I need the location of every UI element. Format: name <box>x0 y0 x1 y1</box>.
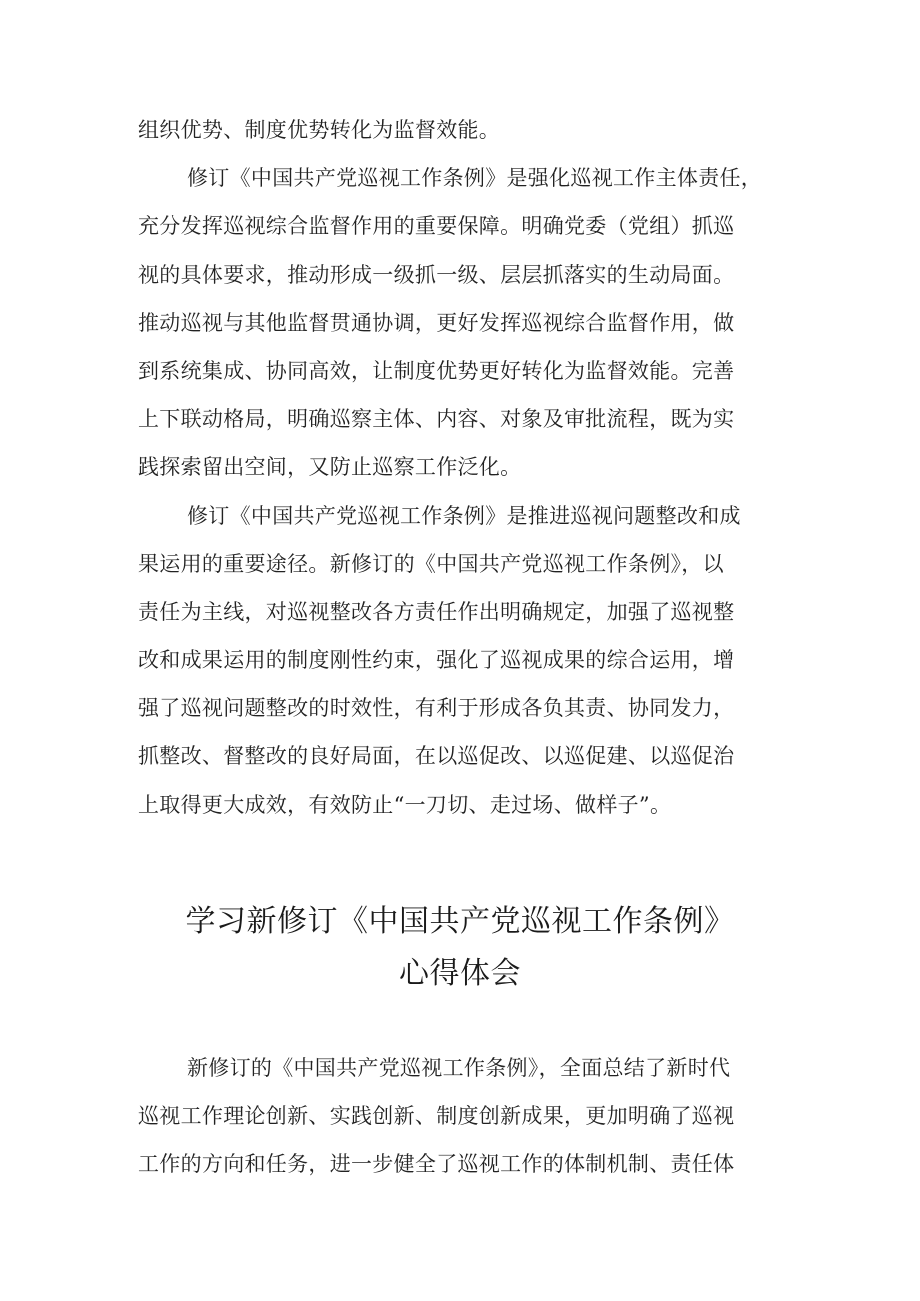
paragraph-line: 上下联动格局，明确巡察主体、内容、对象及审批流程，既为实 <box>138 407 735 432</box>
paragraph-line: 上取得更大成效，有效防止“一刀切、走过场、做样子”。 <box>138 792 672 817</box>
paragraph-line: 践探索留出空间，又防止巡察工作泛化。 <box>138 455 522 480</box>
paragraph-line: 视的具体要求，推动形成一级抓一级、层层抓落实的生动局面。 <box>138 262 735 287</box>
paragraph-line: 到系统集成、协同高效，让制度优势更好转化为监督效能。完善 <box>138 358 735 383</box>
paragraph-line: 修订《中国共产党巡视工作条例》是强化巡视工作主体责任， <box>187 166 763 191</box>
paragraph-line: 抓整改、督整改的良好局面，在以巡促改、以巡促建、以巡促治 <box>138 744 735 769</box>
article-title-line1: 学习新修订《中国共产党巡视工作条例》 <box>185 904 735 939</box>
paragraph-line: 工作的方向和任务，进一步健全了巡视工作的体制机制、责任体 <box>138 1152 735 1177</box>
paragraph-line: 修订《中国共产党巡视工作条例》是推进巡视问题整改和成 <box>187 503 741 528</box>
paragraph-line: 推动巡视与其他监督贯通协调，更好发挥巡视综合监督作用，做 <box>138 310 735 335</box>
article-title <box>0 898 920 998</box>
body-text-lower <box>138 1044 788 1189</box>
paragraph-line: 充分发挥巡视综合监督作用的重要保障。明确党委（党组）抓巡 <box>138 214 735 239</box>
paragraph-line: 果运用的重要途径。新修订的《中国共产党巡视工作条例》，以 <box>138 551 724 576</box>
paragraph-line: 新修订的《中国共产党巡视工作条例》，全面总结了新时代 <box>187 1056 731 1080</box>
paragraph-line: 强了巡视问题整改的时效性，有利于形成各负其责、协同发力， <box>138 696 735 721</box>
paragraph-line: 责任为主线，对巡视整改各方责任作出明确规定，加强了巡视整 <box>138 599 735 624</box>
article-title-line2: 心得体会 <box>399 956 521 991</box>
body-text-upper <box>138 106 788 829</box>
paragraph-line: 巡视工作理论创新、实践创新、制度创新成果，更加明确了巡视 <box>138 1104 735 1129</box>
paragraph-line: 组织优势、制度优势转化为监督效能。 <box>138 118 501 142</box>
paragraph-line: 改和成果运用的制度刚性约束，强化了巡视成果的综合运用，增 <box>138 648 735 673</box>
